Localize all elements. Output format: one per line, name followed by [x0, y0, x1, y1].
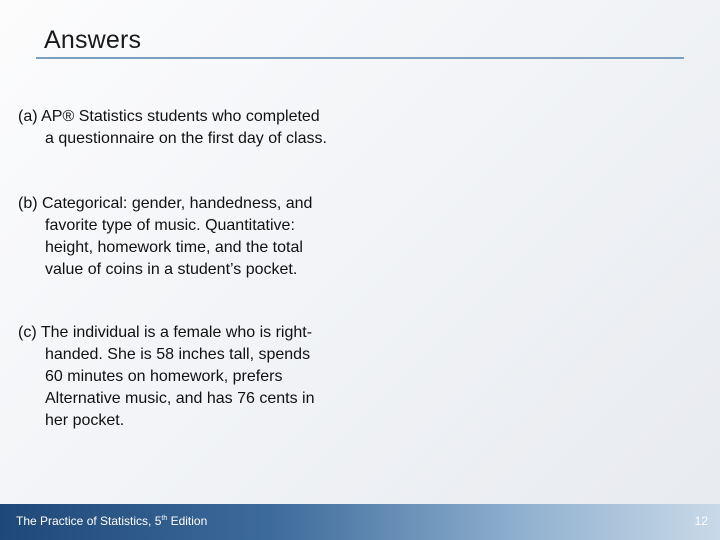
answer-c [18, 322, 366, 432]
title-underline [36, 57, 684, 59]
answer-c-line: handed. She is 58 inches tall, spends [45, 346, 311, 363]
answer-b [18, 193, 366, 281]
answer-a [18, 106, 366, 150]
footer-title-suffix: Edition [167, 514, 208, 528]
answer-b-line: height, homework time, and the total [45, 239, 303, 256]
footer-book-title [16, 514, 207, 528]
footer-bar [0, 504, 720, 540]
answer-c-line: Alternative music, and has 76 cents in [45, 390, 315, 407]
slide-title: Answers [44, 26, 142, 54]
footer-edition-superscript: th [161, 515, 168, 522]
answer-b-line: favorite type of music. Quantitative: [45, 217, 295, 234]
answer-b-line: (b) Categorical: gender, handedness, and [18, 195, 313, 212]
answer-a-line: (a) AP® Statistics students who completed [18, 108, 320, 125]
answer-b-line: value of coins in a student’s pocket. [45, 261, 298, 278]
page-number: 12 [694, 514, 708, 528]
answer-a-line: a questionnaire on the first day of class. [45, 130, 327, 147]
footer-title-prefix: The Practice of Statistics, 5 [16, 514, 162, 528]
answer-c-line: 60 minutes on homework, prefers [45, 368, 283, 385]
answer-c-line: her pocket. [45, 412, 125, 429]
answer-c-line: (c) The individual is a female who is right- [18, 324, 313, 341]
